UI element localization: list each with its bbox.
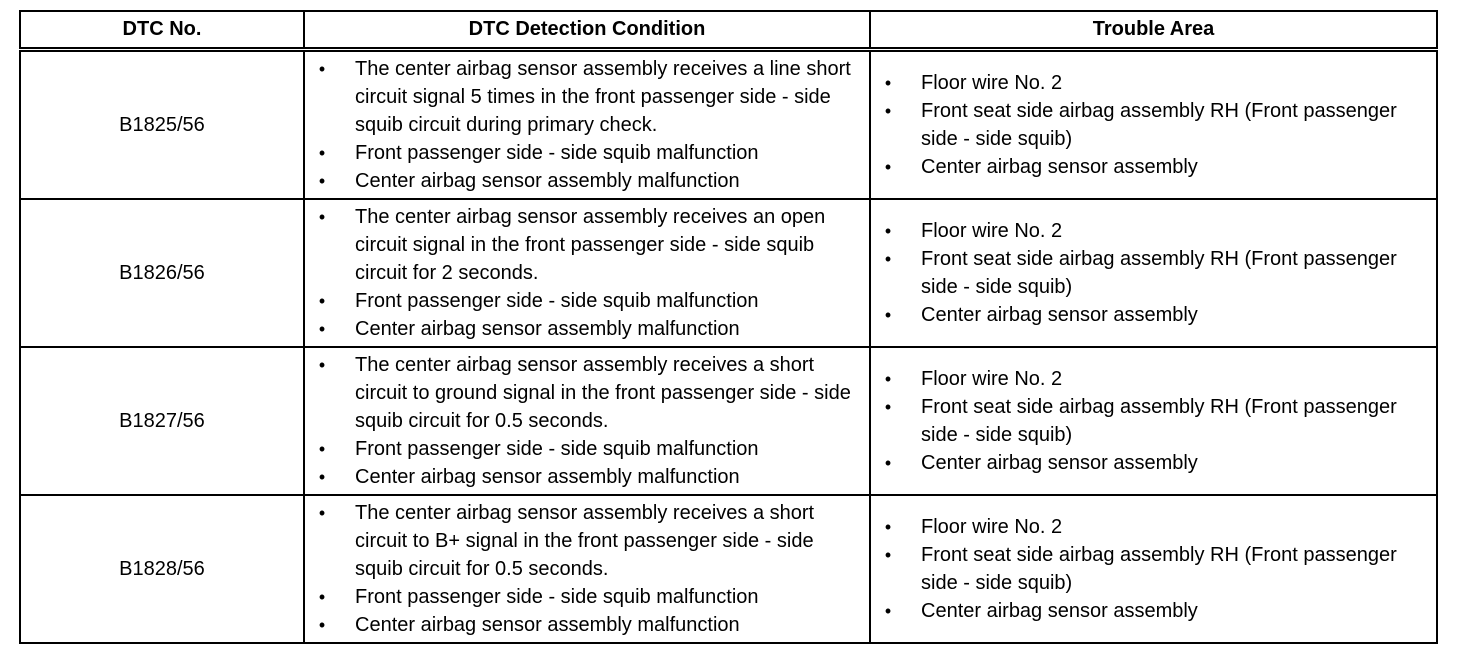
trouble-area-cell-list [871,69,1436,181]
table-row [20,347,1437,495]
condition-item [305,463,869,491]
trouble-area-item [871,513,1436,541]
trouble-area-cell-list [871,513,1436,625]
trouble-area-item [871,541,1436,597]
detection-condition-cell [304,199,870,347]
condition-item [305,351,869,435]
condition-item-text: Center airbag sensor assembly malfunction [355,318,740,340]
trouble-area-item [871,597,1436,625]
header-dtc-no: DTC No. [20,11,304,50]
condition-item-text: The center airbag sensor assembly receives an open circuit signal in the front passenger side - side squib circuit for 2 seconds. [355,206,826,284]
detection-condition-cell [304,347,870,495]
table-row [20,50,1437,200]
dtc-code: B1825/56 [20,50,304,200]
condition-item [305,203,869,287]
bullet-icon: • [884,397,892,417]
condition-item-text: Front passenger side - side squib malfunction [355,142,759,164]
trouble-area-item [871,301,1436,329]
bullet-icon: • [884,601,892,621]
bullet-icon: • [884,157,892,177]
condition-item-text: The center airbag sensor assembly receives a short circuit to ground signal in the front passenger side - side squib circuit for 0.5 seconds. [355,354,851,432]
table-row [20,199,1437,347]
trouble-area-item [871,393,1436,449]
trouble-area-item-text: Floor wire No. 2 [921,368,1063,390]
condition-item [305,611,869,639]
dtc-code: B1826/56 [20,199,304,347]
condition-item [305,315,869,343]
detection-condition-cell [304,50,870,200]
trouble-area-item-text: Floor wire No. 2 [921,516,1063,538]
trouble-area-cell-list [871,365,1436,477]
dtc-table-container [19,10,1436,644]
trouble-area-item-text: Center airbag sensor assembly [921,304,1198,326]
trouble-area-item [871,97,1436,153]
trouble-area-cell [870,495,1437,643]
bullet-icon: • [318,467,326,487]
detection-condition-cell-list [305,203,869,343]
bullet-icon: • [318,503,326,523]
trouble-area-item-text: Front seat side airbag assembly RH (Front passenger side - side squib) [921,396,1397,446]
condition-item-text: The center airbag sensor assembly receives a line short circuit signal 5 times in the front passenger side - side squib circuit during primary check. [355,58,851,136]
trouble-area-item-text: Center airbag sensor assembly [921,156,1198,178]
dtc-code: B1827/56 [20,347,304,495]
condition-item-text: Front passenger side - side squib malfunction [355,586,759,608]
trouble-area-item [871,153,1436,181]
bullet-icon: • [318,59,326,79]
table-body [20,50,1437,644]
detection-condition-cell-list [305,55,869,195]
bullet-icon: • [318,439,326,459]
bullet-icon: • [318,319,326,339]
trouble-area-cell [870,199,1437,347]
trouble-area-item [871,245,1436,301]
table-header-row [20,11,1437,50]
bullet-icon: • [884,305,892,325]
bullet-icon: • [884,73,892,93]
condition-item [305,139,869,167]
dtc-table [19,10,1438,644]
condition-item [305,55,869,139]
bullet-icon: • [884,101,892,121]
condition-item [305,287,869,315]
trouble-area-item-text: Front seat side airbag assembly RH (Front passenger side - side squib) [921,248,1397,298]
trouble-area-item-text: Center airbag sensor assembly [921,600,1198,622]
trouble-area-item [871,449,1436,477]
detection-condition-cell-list [305,499,869,639]
bullet-icon: • [318,207,326,227]
condition-item [305,167,869,195]
trouble-area-item-text: Front seat side airbag assembly RH (Front passenger side - side squib) [921,544,1397,594]
condition-item-text: Center airbag sensor assembly malfunction [355,614,740,636]
bullet-icon: • [884,545,892,565]
detection-condition-cell [304,495,870,643]
table-row [20,495,1437,643]
detection-condition-cell-list [305,351,869,491]
bullet-icon: • [884,221,892,241]
trouble-area-cell [870,347,1437,495]
bullet-icon: • [884,369,892,389]
bullet-icon: • [884,249,892,269]
bullet-icon: • [318,291,326,311]
condition-item-text: Center airbag sensor assembly malfunction [355,170,740,192]
trouble-area-item-text: Front seat side airbag assembly RH (Front passenger side - side squib) [921,100,1397,150]
trouble-area-item [871,365,1436,393]
bullet-icon: • [318,143,326,163]
bullet-icon: • [318,587,326,607]
condition-item-text: Front passenger side - side squib malfunction [355,290,759,312]
condition-item [305,583,869,611]
trouble-area-item-text: Floor wire No. 2 [921,220,1063,242]
condition-item-text: Center airbag sensor assembly malfunction [355,466,740,488]
condition-item-text: Front passenger side - side squib malfunction [355,438,759,460]
trouble-area-cell-list [871,217,1436,329]
trouble-area-item-text: Center airbag sensor assembly [921,452,1198,474]
dtc-code: B1828/56 [20,495,304,643]
condition-item [305,499,869,583]
trouble-area-item-text: Floor wire No. 2 [921,72,1063,94]
header-detection-condition: DTC Detection Condition [304,11,870,50]
trouble-area-cell [870,50,1437,200]
header-trouble-area: Trouble Area [870,11,1437,50]
trouble-area-item [871,69,1436,97]
condition-item [305,435,869,463]
bullet-icon: • [318,171,326,191]
bullet-icon: • [318,355,326,375]
bullet-icon: • [884,453,892,473]
bullet-icon: • [884,517,892,537]
trouble-area-item [871,217,1436,245]
bullet-icon: • [318,615,326,635]
condition-item-text: The center airbag sensor assembly receives a short circuit to B+ signal in the front passenger side - side squib circuit for 0.5 seconds. [355,502,815,580]
